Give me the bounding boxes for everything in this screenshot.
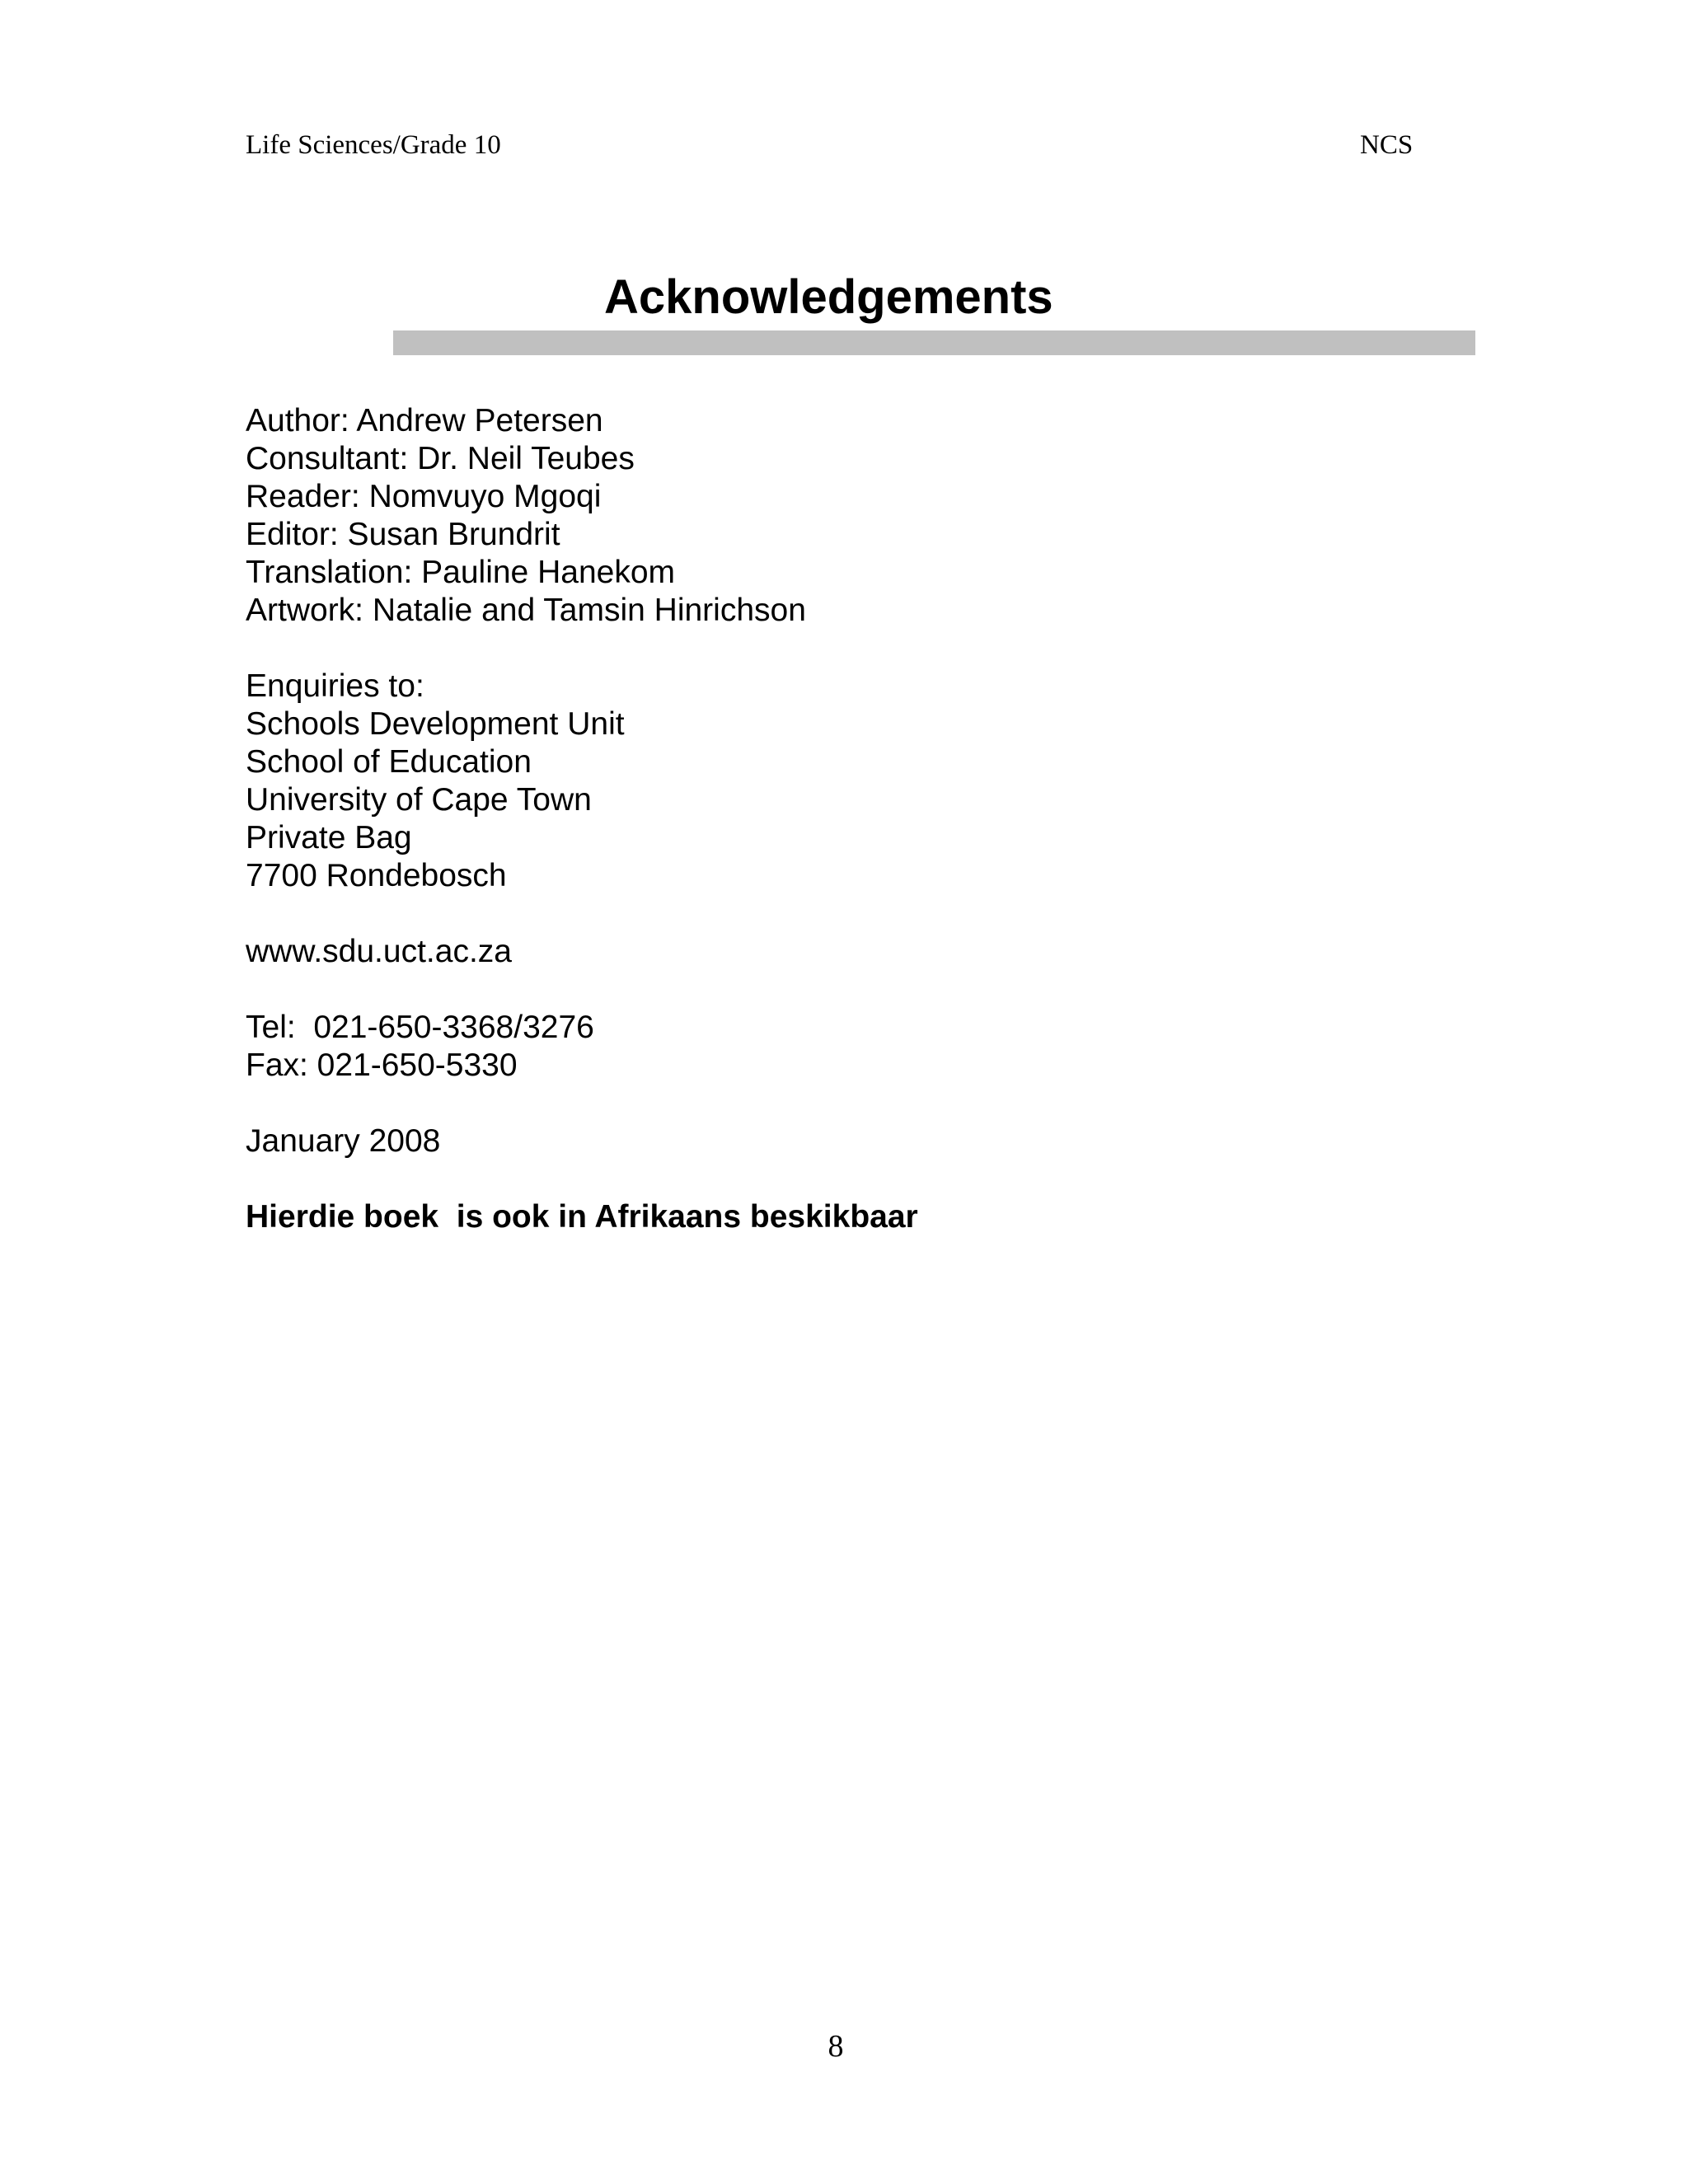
credit-translation: Translation: Pauline Hanekom [246, 555, 675, 590]
acknowledgements-body [246, 402, 918, 1236]
afrikaans-availability-note: Hierdie boek is ook in Afrikaans beskikbaar [246, 1199, 918, 1235]
running-header-left: Life Sciences/Grade 10 [246, 130, 501, 160]
spacer [246, 1085, 918, 1122]
spacer [246, 971, 918, 1009]
running-header-right: NCS [1360, 130, 1414, 160]
enquiries-heading: Enquiries to: [246, 668, 424, 704]
address-line: Private Bag [246, 820, 412, 855]
address-line: Schools Development Unit [246, 706, 625, 742]
publication-date: January 2008 [246, 1123, 441, 1159]
enquiries-address [246, 668, 918, 895]
credit-consultant: Consultant: Dr. Neil Teubes [246, 441, 635, 476]
credit-reader: Reader: Nomvuyo Mgoqi [246, 479, 602, 514]
website-link[interactable]: www.sdu.uct.ac.za [246, 934, 512, 969]
page-number: 8 [828, 2029, 844, 2064]
credit-editor: Editor: Susan Brundrit [246, 517, 560, 552]
spacer [246, 1160, 918, 1198]
credits-list [246, 402, 918, 630]
credit-author: Author: Andrew Petersen [246, 403, 603, 438]
fax-number: Fax: 021-650-5330 [246, 1047, 518, 1083]
spacer [246, 630, 918, 668]
address-line: 7700 Rondebosch [246, 858, 507, 893]
telephone-number: Tel: 021-650-3368/3276 [246, 1010, 594, 1045]
title-underline-bar [393, 330, 1475, 355]
address-line: School of Education [246, 744, 532, 780]
credit-artwork: Artwork: Natalie and Tamsin Hinrichson [246, 593, 806, 628]
page-title: Acknowledgements [604, 270, 1053, 324]
spacer [246, 895, 918, 933]
address-line: University of Cape Town [246, 782, 592, 818]
